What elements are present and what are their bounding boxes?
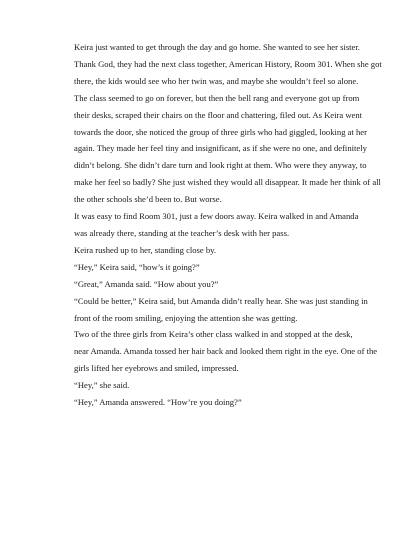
text-line: “Hey,” Keira said, “how’s it going?” xyxy=(74,261,200,272)
text-line: towards the door, she noticed the group of three girls who had giggled, looking at her xyxy=(74,126,367,137)
text-line: their desks, scraped their chairs on the floor and chattering, filed out. As Keira went xyxy=(74,109,363,120)
text-line: near Amanda. Amanda tossed her hair back and looked them right in the eye. One of the xyxy=(74,346,378,357)
text-line: front of the room smiling, enjoying the attention she was getting. xyxy=(74,312,298,323)
paragraph xyxy=(60,293,368,327)
text-line: “Great,” Amanda said. “How about you?” xyxy=(74,278,219,289)
text-line: didn’t belong. She didn’t dare turn and look right at them. Who were they anyway, to xyxy=(74,160,367,171)
paragraph xyxy=(60,242,362,259)
text-line: “Could be better,” Keira said, but Amanda didn’t really hear. She was just standing in xyxy=(74,295,368,306)
text-line: Keira just wanted to get through the day and go home. She wanted to see her sister. xyxy=(74,42,360,52)
text-line: Thank God, they had the next class together, American History, Room 301. When she got xyxy=(74,58,382,69)
text-line: was already there, standing at the teacher’s desk with her pass. xyxy=(74,227,290,238)
paragraph xyxy=(60,259,362,276)
paragraph xyxy=(60,276,362,293)
text-line: Two of the three girls from Keira’s other class walked in and stopped at the desk, xyxy=(74,329,353,340)
paragraph xyxy=(60,377,362,394)
text-line: Keira rushed up to her, standing close by. xyxy=(74,244,217,255)
text-line: girls lifted her eyebrows and smiled, impressed. xyxy=(74,363,239,374)
paragraph xyxy=(60,208,362,242)
text-line: make her feel so badly? She just wished they would all disappear. It made her think of all xyxy=(74,177,381,188)
paragraph xyxy=(60,39,382,90)
text-line: there, the kids would see who her twin was, and maybe she wouldn’t feel so alone. xyxy=(74,75,359,86)
text-line: again. They made her feel tiny and insignificant, as if she were no one, and definitely xyxy=(74,143,367,154)
paragraph xyxy=(60,326,378,377)
text-line: It was easy to find Room 301, just a few doors away. Keira walked in and Amanda xyxy=(74,211,359,222)
text-line: the other schools she’d been to. But worse. xyxy=(74,194,222,205)
paragraph xyxy=(60,394,362,411)
text-line: The class seemed to go on forever, but then the bell rang and everyone got up from xyxy=(74,92,360,103)
text-line: “Hey,” she said. xyxy=(74,380,130,391)
body-text xyxy=(60,39,382,411)
text-line: “Hey,” Amanda answered. “How’re you doing?” xyxy=(74,397,242,408)
paragraph xyxy=(60,90,381,208)
